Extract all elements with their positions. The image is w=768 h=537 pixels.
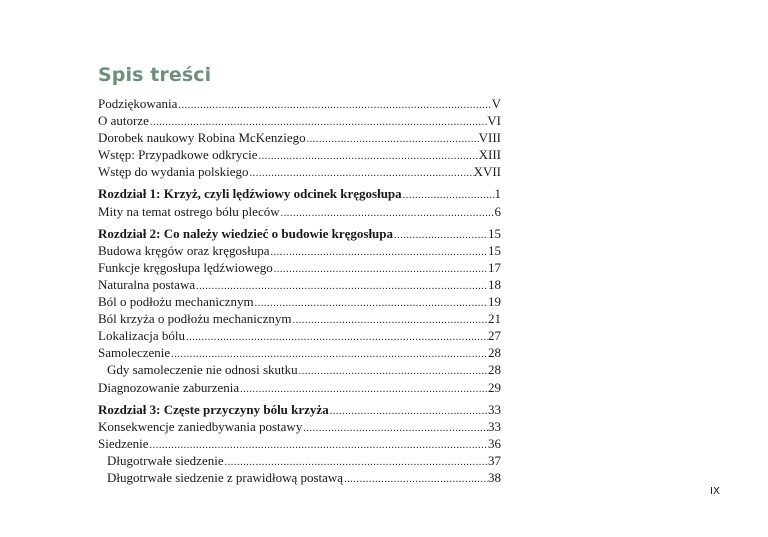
- toc-subentry: [98, 469, 501, 486]
- toc-entry: [98, 163, 501, 180]
- dot-leader: [298, 363, 488, 380]
- toc-entry-page: 15: [488, 225, 501, 241]
- toc-entry: [98, 146, 501, 163]
- toc-entry-label: Długotrwałe siedzenie: [107, 452, 224, 468]
- toc-entry: [98, 293, 501, 310]
- toc-chapter-entry: [98, 185, 501, 202]
- toc-entry-label: Rozdział 3: Częste przyczyny bólu krzyża: [98, 401, 329, 417]
- toc-entry: [98, 435, 501, 452]
- dot-leader: [177, 97, 491, 114]
- toc-entry-page: XVII: [473, 164, 501, 180]
- toc-entry-label: Naturalna postawa: [98, 276, 196, 292]
- toc-entry-page: 33: [488, 401, 501, 417]
- toc-entry-label: Dorobek naukowy Robina McKenziego: [98, 130, 306, 146]
- toc-subentry: [98, 452, 501, 469]
- dot-leader: [269, 244, 488, 261]
- toc-entry-page: 6: [494, 203, 501, 219]
- toc-chapter-entry: [98, 401, 501, 418]
- dot-leader: [280, 205, 495, 222]
- table-of-contents: [98, 95, 501, 486]
- toc-entry-page: 28: [488, 362, 501, 378]
- toc-entry-label: Samoleczenie: [98, 345, 171, 361]
- toc-entry-label: Gdy samoleczenie nie odnosi skutku: [107, 362, 298, 378]
- toc-entry: [98, 242, 501, 259]
- toc-entry-label: Wstęp: Przypadkowe odkrycie: [98, 147, 258, 163]
- toc-entry-label: Ból krzyża o podłożu mechanicznym: [98, 311, 292, 327]
- toc-entry-label: Rozdział 2: Co należy wiedzieć o budowie kręgosłupa: [98, 225, 394, 241]
- toc-entry: [98, 379, 501, 396]
- toc-entry-page: 18: [488, 276, 501, 292]
- toc-chapter-entry: [98, 225, 501, 242]
- toc-entry-label: Lokalizacja bólu: [98, 328, 185, 344]
- toc-entry-label: Podziękowania: [98, 96, 178, 111]
- dot-leader: [249, 165, 474, 182]
- toc-entry-page: XIII: [478, 147, 501, 163]
- dot-leader: [292, 312, 489, 329]
- toc-entry-label: Budowa kręgów oraz kręgosłupa: [98, 242, 270, 258]
- toc-entry-page: 29: [488, 379, 501, 395]
- toc-entry-page: 38: [488, 469, 501, 485]
- toc-entry-page: VI: [487, 113, 501, 129]
- toc-entry-label: Siedzenie: [98, 435, 149, 451]
- toc-entry-page: VIII: [478, 130, 501, 146]
- toc-entry-page: 21: [488, 311, 501, 327]
- toc-entry: [98, 418, 501, 435]
- toc-entry-label: Funkcje kręgosłupa lędźwiowego: [98, 259, 273, 275]
- toc-entry-label: Ból o podłożu mechanicznym: [98, 294, 254, 310]
- toc-entry-label: Mity na temat ostrego bólu pleców: [98, 203, 280, 219]
- dot-leader: [273, 261, 488, 278]
- toc-entry: [98, 129, 501, 146]
- toc-entry-page: 28: [488, 345, 501, 361]
- dot-leader: [302, 420, 488, 437]
- toc-entry-page: 36: [488, 435, 501, 451]
- dot-leader: [329, 403, 488, 420]
- toc-entry: [98, 344, 501, 361]
- toc-entry-page: V: [491, 96, 501, 111]
- toc-entry-label: O autorze: [98, 113, 149, 129]
- toc-entry: [98, 95, 501, 112]
- toc-subentry: [98, 361, 501, 378]
- dot-leader: [393, 227, 488, 244]
- page-number: IX: [710, 486, 720, 497]
- toc-entry-page: 37: [488, 452, 501, 468]
- toc-entry: [98, 112, 501, 129]
- toc-entry: [98, 259, 501, 276]
- toc-entry-label: Konsekwencje zaniedbywania postawy: [98, 418, 303, 434]
- toc-entry: [98, 276, 501, 293]
- toc-entry: [98, 203, 501, 220]
- toc-entry-page: 19: [488, 294, 501, 310]
- dot-leader: [185, 329, 488, 346]
- dot-leader: [306, 131, 479, 148]
- toc-entry-label: Długotrwałe siedzenie z prawidłową postawą: [107, 469, 344, 485]
- dot-leader: [402, 187, 495, 204]
- toc-entry-label: Wstęp do wydania polskiego: [98, 164, 249, 180]
- toc-entry: [98, 327, 501, 344]
- page-title: Spis treści: [98, 64, 212, 86]
- toc-entry: [98, 310, 501, 327]
- toc-entry-page: 17: [488, 259, 501, 275]
- dot-leader: [343, 471, 488, 488]
- toc-entry-page: 15: [488, 242, 501, 258]
- toc-entry-label: Rozdział 1: Krzyż, czyli lędźwiowy odcinek kręgosłupa: [98, 186, 402, 202]
- toc-entry-label: Diagnozowanie zaburzenia: [98, 379, 240, 395]
- toc-entry-page: 27: [488, 328, 501, 344]
- toc-entry-page: 33: [488, 418, 501, 434]
- dot-leader: [258, 148, 479, 165]
- toc-entry-page: 1: [494, 186, 501, 202]
- dot-leader: [239, 381, 488, 398]
